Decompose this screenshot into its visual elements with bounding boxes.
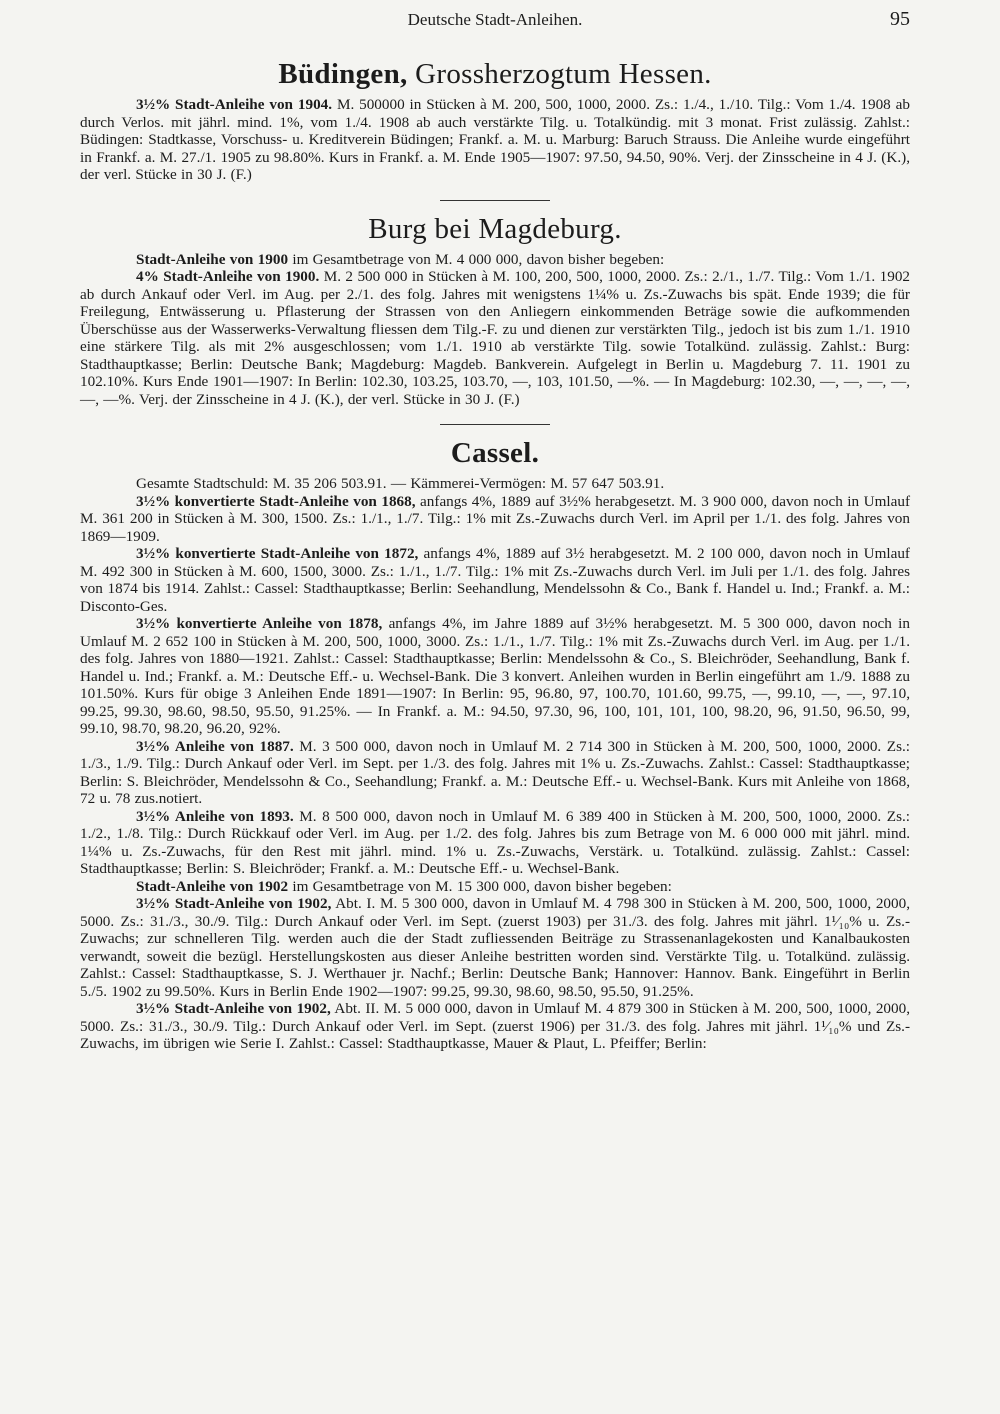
paragraph — [80, 615, 910, 738]
paragraph-text: M. 8 500 000, davon noch in Umlauf M. 6 389 400 in Stücken à M. 200, 500, 1000, 2000. Zs.: 1./2., 1./8. Tilg.: Durch Rückkauf oder Verl. im Aug. per 1./2. des folg. Jahres bis zum Betrage von M. 6 000 000 mit jährl. mind. 1¼% u. Zs.-Zuwachs, für den Rest mit jährl. mind. 1% u. Zs.-Zuwachs, Verstärk. u. Totalkünd. zulässig. Zahlst.: Cassel: Stadthauptkasse; Berlin: S. Bleichröder; Frankf. a. M.: Deutsche Eff.- u. Wechsel-Bank. — [80, 807, 911, 877]
section-cassel — [80, 437, 910, 1053]
section-title — [80, 213, 910, 245]
paragraph — [80, 545, 910, 615]
paragraph — [80, 96, 910, 184]
paragraph — [80, 808, 910, 878]
paragraph-text: im Gesamtbetrage von M. 4 000 000, davon bisher begeben: — [288, 250, 665, 268]
paragraph-text: Gesamte Stadtschuld: M. 35 206 503.91. — Kämmerei-Vermögen: M. 57 647 503.91. — [136, 475, 665, 492]
paragraph-lead: 3½% konvertierte Stadt-Anleihe von 1872, — [136, 545, 419, 562]
paragraph-text: Abt. I. M. 5 300 000, davon in Umlauf M. 4 798 300 in Stücken à M. 200, 500, 1000, 2000, 5000. Zs.: 31./3., 30./9. Tilg.: Durch Ankauf oder Verl. im Sept. (zuerst 1903) per 31./3. des folg. Jahres mit jährl. 1¹⁄₁₀% u. Zs.-Zuwachs; zur schnelleren Tilg. werden auch die der Stadt zufliessenden Beiträge zu Strassenanlagekosten und Kanalbaukosten verwandt, soweit die bezügl. Herstellungskosten aus dieser Anleihe bestritten worden sind. Verstärkte Tilg. u. Totalkünd. zulässig. Zahlst.: Cassel: Stadthauptkasse, S. J. Werthauer jr. Nachf.; Berlin: Deutsche Bank; Hannover: Hannov. Bank. Eingeführt in Berlin 5./5. 1902 zu 99.50%. Kurs in Berlin Ende 1902—1907: 99.25, 99.30, 98.60, 98.50, 95.50, 91.25%. — [80, 895, 911, 1000]
section-title-rest: bei Magdeburg. — [426, 212, 622, 245]
paragraph — [80, 251, 910, 269]
paragraph — [80, 738, 910, 808]
paragraph — [80, 1000, 910, 1053]
paragraph-text: anfangs 4%, 1889 auf 3½% herabgesetzt. M. 3 900 000, davon noch in Umlauf M. 361 200 in Stücken à M. 300, 1500. Zs.: 1./1., 1./7. Tilg.: 1% mit Zs.-Zuwachs durch Verl. im April per 1./1. des folg. Jahres von 1869—1909. — [80, 492, 910, 545]
paragraph — [80, 475, 910, 493]
paragraph — [80, 493, 910, 546]
paragraph-lead: Stadt-Anleihe von 1902 — [136, 877, 289, 895]
paragraph-text: Abt. II. M. 5 000 000, davon in Umlauf M. 4 879 300 in Stücken à M. 200, 500, 1000, 2000, 5000. Zs.: 31./3., 30./9. Tilg.: Durch Ankauf oder Verl. im Sept. (zuerst 1906) per 31./3. des folg. Jahres mit jährl. 1¹⁄₁₀% und Zs.-Zuwachs, im übrigen wie Serie I. Zahlst.: Cassel: Stadthauptkasse, Mauer & Plaut, L. Pfeiffer; Berlin: — [80, 1000, 910, 1052]
section-title-main: Burg — [368, 212, 427, 245]
paragraph-text: M. 500000 in Stücken à M. 200, 500, 1000, 2000. Zs.: 1./4., 1./10. Tilg.: Vom 1./4. 1908 ab durch Verlos. mit jährl. mind. 1%, vom 1./4. 1908 ab auch verstärkte Tilg. u. Totalkündig. mit 3 monat. Frist zulässig. Zahlst.: Büdingen: Stadtkasse, Vorschuss- u. Kreditverein Büdingen; Frankf. a. M. u. Marburg: Baruch Strauss. Die Anleihe wurde eingeführt in Frankf. a. M. 27./1. 1905 zu 98.80%. Kurs in Frankf. a. M. Ende 1905—1907: 97.50, 94.50, 90%. Verj. der Zinsscheine in 4 J. (K.), der verl. Stücke in 30 J. (F.) — [80, 96, 910, 183]
running-header — [80, 8, 910, 34]
section-title-main: Cassel. — [450, 437, 540, 469]
paragraph-text: anfangs 4%, 1889 auf 3½ herabgesetzt. M. 2 100 000, davon noch in Umlauf M. 492 300 in Stücken à M. 600, 1500, 3000. Zs.: 1./1., 1./7. Tilg.: 1% mit Zs.-Zuwachs durch Verl. im Juli per 1./1. des folg. Jahres von 1874 bis 1914. Zahlst.: Cassel: Stadthauptkasse; Berlin: Seehandlung, Mendelssohn & Co., Bank f. Handel u. Ind.; Frankf. a. M.: Disconto-Ges. — [80, 545, 910, 615]
section-title-rest: Grossherzogtum Hessen. — [407, 58, 712, 90]
paragraph-lead: 3½% Stadt-Anleihe von 1902, — [136, 1000, 331, 1017]
document-page — [80, 8, 910, 1053]
paragraph-lead: Stadt-Anleihe von 1900 — [136, 250, 289, 268]
paragraph-text: M. 2 500 000 in Stücken à M. 100, 200, 500, 1000, 2000. Zs.: 2./1., 1./7. Tilg.: Vom 1./1. 1902 ab durch Ankauf oder Verl. im Aug. per 2./1. des folg. Jahres mit wenigstens 1¼% u. Zs.-Zuwachs bis spät. Ende 1939; die für Freilegung, Entwässerung u. Pflasterung der Strassen von den Anliegern einkommenden Beträge sowie die aufkommenden Überschüsse aus der Wasserwerks-Verwaltung fliessen dem Tilg.-F. zu und dienen zur verstärkten Tilg., jedoch ist bis zum 1./1. 1910 eine stärkere Tilg. als mit 2% ausgeschlossen; vom 1./1. 1910 ab verstärkte Tilg. sowie Totalkünd. zulässig. Zahlst.: Burg: Stadthauptkasse; Berlin: Deutsche Bank; Magdeburg: Magdeb. Bankverein. Aufgelegt in Berlin u. Magdeburg 7. 11. 1901 zu 102.10%. Kurs Ende 1901—1907: In Berlin: 102.30, 103.25, 103.70, —, 103, 101.50, —%. — In Magdeburg: 102.30, —, —, —, —, —, —%. Verj. der Zinsscheine in 4 J. (K.), der verl. Stücke in 30 J. (F.) — [80, 268, 911, 408]
section-divider — [440, 200, 550, 201]
paragraph-lead: 3½% Stadt-Anleihe von 1902, — [136, 895, 332, 912]
paragraph-lead: 3½% Stadt-Anleihe von 1904. — [136, 96, 333, 113]
page-number: 95 — [890, 8, 910, 30]
paragraph-text: anfangs 4%, im Jahre 1889 auf 3½% herabgesetzt. M. 5 300 000, davon noch in Umlauf M. 2 652 100 in Stücken à M. 200, 500, 1000, 3000. Zs.: 1./1., 1./7. Tilg.: 1% mit Zs.-Zuwachs durch Verl. im Aug. per 1./1. des folg. Jahres von 1880—1921. Zahlst.: Cassel: Stadthauptkasse; Berlin: Mendelssohn & Co., S. Bleichröder, Seehandlung, Bank f. Handel u. Ind.; Frankf. a. M.: Deutsche Eff.- u. Wechsel-Bank. Die 3 konvert. Anleihen wurden in Berlin eingeführt am 1./9. 1888 zu 101.50%. Kurs für obige 3 Anleihen Ende 1891—1907: In Berlin: 95, 96.80, 97, 100.70, 101.60, 99.75, —, 99.10, —, —, 97.10, 99.25, 99.30, 98.60, 98.50, 95.50, 91.25%. — In Frankf. a. M.: 94.50, 97.30, 96, 100, 101, 101, 100, 98.20, 96, 91.50, 96.50, 99, 99.10, 98.70, 98.20, 96.20, 92%. — [80, 615, 910, 737]
section-divider — [440, 424, 550, 425]
section-title — [80, 58, 910, 90]
section-burg — [80, 213, 910, 409]
paragraph — [80, 878, 910, 896]
paragraph-lead: 4% Stadt-Anleihe von 1900. — [136, 268, 320, 285]
paragraph-lead: 3½% konvertierte Stadt-Anleihe von 1868, — [136, 492, 416, 510]
paragraph-text: im Gesamtbetrage von M. 15 300 000, davon bisher begeben: — [288, 877, 672, 895]
section-title-main: Büdingen, — [278, 58, 408, 90]
paragraph-lead: 3½% Anleihe von 1887. — [136, 737, 294, 755]
running-title: Deutsche Stadt-Anleihen. — [407, 10, 583, 29]
paragraph-lead: 3½% konvertierte Anleihe von 1878, — [136, 615, 383, 632]
section-title — [80, 437, 910, 469]
paragraph-lead: 3½% Anleihe von 1893. — [136, 807, 294, 825]
section-buedingen — [80, 58, 910, 184]
paragraph — [80, 268, 910, 408]
paragraph — [80, 895, 910, 1000]
paragraph-text: M. 3 500 000, davon noch in Umlauf M. 2 714 300 in Stücken à M. 200, 500, 1000, 2000. Zs.: 1./3., 1./9. Tilg.: Durch Ankauf oder Verl. im Sept. per 1./3. des folg. Jahres mit 1% u. Zs.-Zuwachs. Zahlst.: Cassel: Stadthauptkasse; Berlin: S. Bleichröder, Mendelssohn & Co., Seehandlung; Frankf. a. M.: Deutsche Eff.- u. Wechsel-Bank. Kurs mit Anleihe von 1868, 72 u. 78 zus.notiert. — [80, 737, 911, 807]
